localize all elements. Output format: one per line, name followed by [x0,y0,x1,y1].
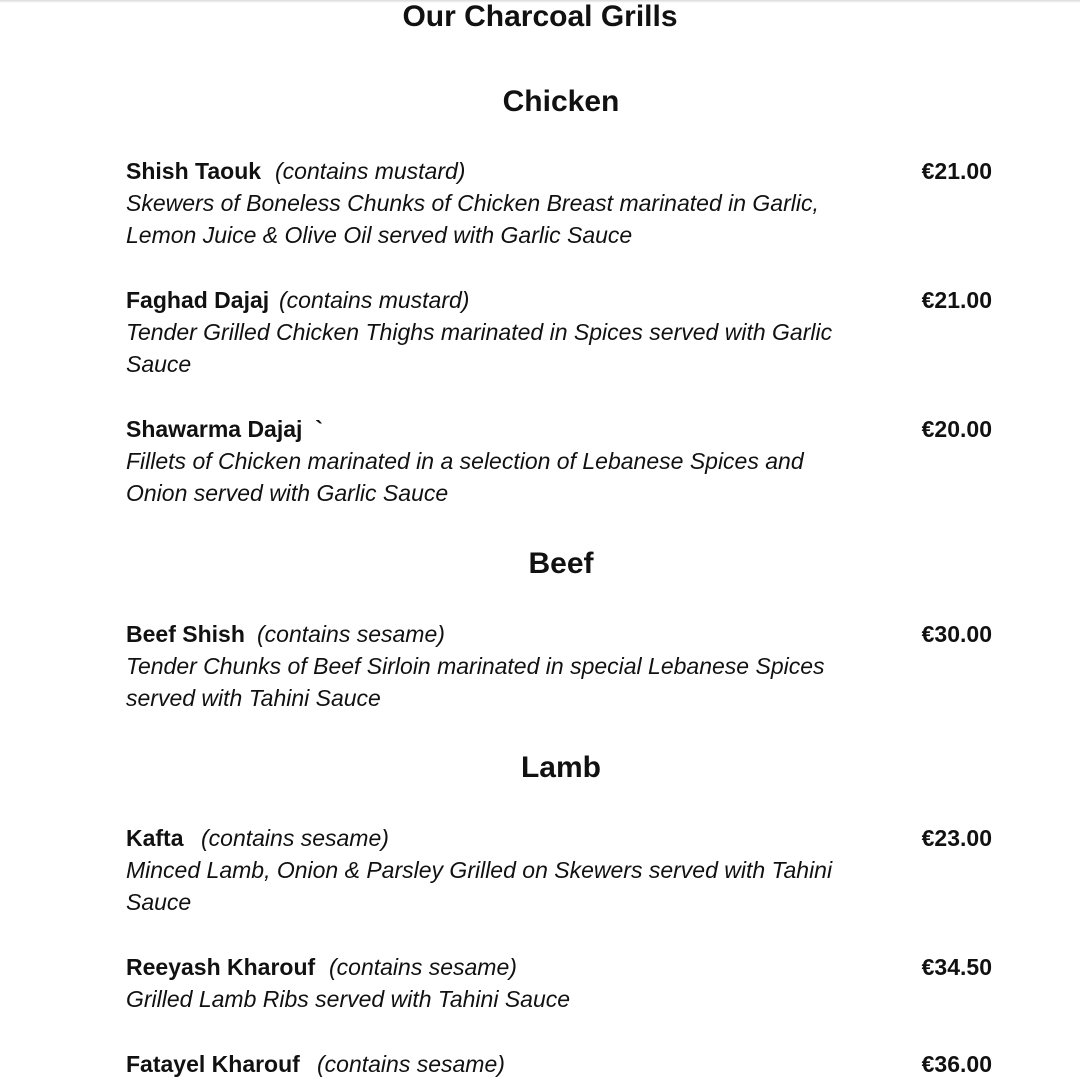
item-description: Fillets of Chicken marinated in a selection of Lebanese Spices and Onion served with Garlic Sauce [126,448,804,506]
item-name: Kafta [126,825,184,851]
item-allergen-note: (contains sesame) [329,954,517,980]
item-allergen-note: (contains mustard) [279,287,470,313]
item-price: €21.00 [921,158,992,184]
item-name: Shish Taouk [126,158,262,184]
page-title: Our Charcoal Grills [402,0,678,33]
item-name: Fatayel Kharouf [126,1051,300,1077]
menu-item-shish-taouk [126,155,996,251]
section-heading-beef: Beef [528,547,594,580]
menu-item-kafta [126,822,996,918]
item-price: €34.50 [921,954,992,980]
item-price: €20.00 [921,416,992,442]
menu-item-beef-shish [126,618,996,714]
item-description: Tender Chunks of Beef Sirloin marinated in special Lebanese Spices served with Tahini Sauce [126,653,825,711]
item-description: Grilled Lamb Ribs served with Tahini Sauce [126,986,571,1012]
item-price: €23.00 [921,825,992,851]
item-name: Faghad Dajaj [126,287,270,313]
item-name: Reeyash Kharouf [126,954,316,980]
menu-item-shawarma-dajaj [126,413,996,509]
item-description: Tender Grilled Chicken Thighs marinated in Spices served with Garlic Sauce [126,319,833,377]
item-price: €21.00 [921,287,992,313]
item-price: €30.00 [921,621,992,647]
item-allergen-note: (contains sesame) [201,825,389,851]
menu-item-reeyash-kharouf [126,951,996,1047]
item-allergen-note: (contains sesame) [317,1051,505,1077]
menu-item-faghad-dajaj [126,284,996,380]
menu-item-fatayel-kharouf [126,1048,996,1080]
item-description: Minced Lamb, Onion & Parsley Grilled on Skewers served with Tahini Sauce [126,857,833,915]
section-heading-lamb: Lamb [520,751,601,784]
item-description: Skewers of Boneless Chunks of Chicken Breast marinated in Garlic, Lemon Juice & Olive Oil served with Garlic Sauce [126,190,819,248]
item-allergen-note: (contains mustard) [275,158,466,184]
item-allergen-note: (contains sesame) [257,621,445,647]
item-name: Shawarma Dajaj ` [126,416,323,442]
section-heading-chicken: Chicken [502,85,620,118]
item-name: Beef Shish [126,621,245,647]
item-price: €36.00 [921,1051,992,1077]
